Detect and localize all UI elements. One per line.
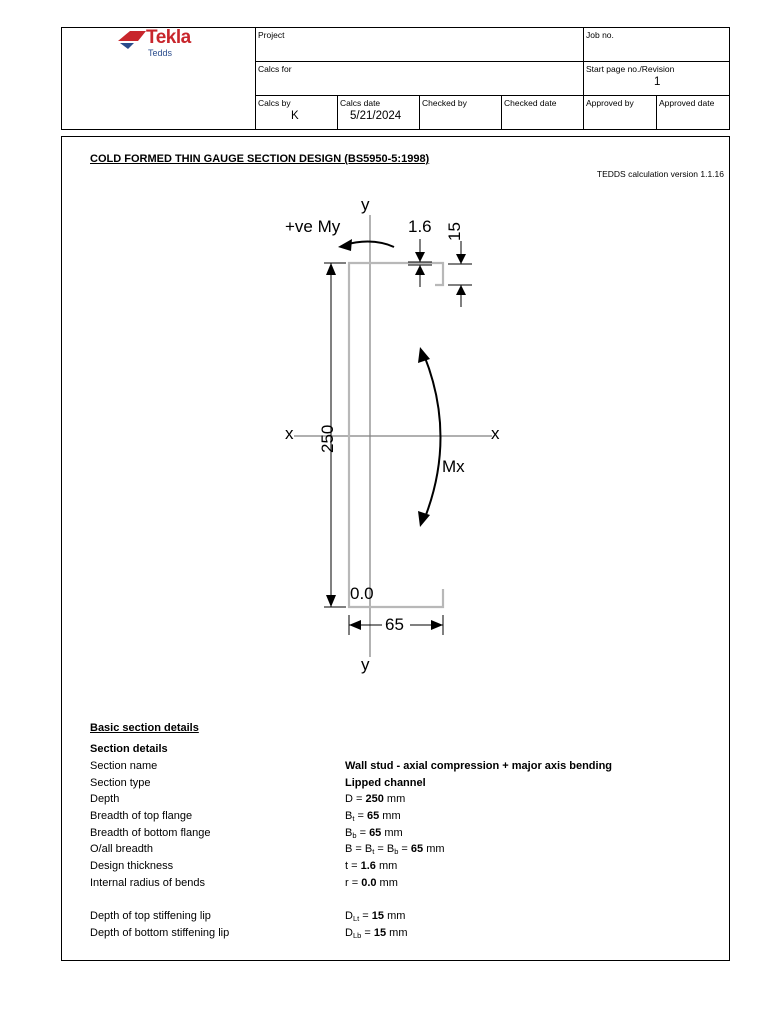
x-axis-right-label: x: [491, 424, 500, 443]
row-value-depth: D = 250 mm: [345, 793, 406, 805]
row-label-bottom-lip: Depth of bottom stiffening lip: [90, 927, 230, 939]
x-axis-left-label: x: [285, 424, 294, 443]
depth-label: 250: [318, 424, 337, 453]
logo-subtitle: Tedds: [148, 48, 173, 58]
calcs-by-value: K: [291, 110, 299, 122]
my-moment-label: +ve My: [285, 217, 341, 236]
checked-date-label: Checked date: [504, 98, 557, 108]
row-value-section-type: Lipped channel: [345, 777, 426, 789]
y-axis-top-label: y: [361, 195, 370, 214]
row-value-top-lip: DLt = 15 mm: [345, 910, 406, 923]
mx-moment-arrow: [424, 355, 441, 520]
job-no-label: Job no.: [586, 30, 614, 40]
project-label: Project: [258, 30, 285, 40]
row-value-top-flange: Bt = 65 mm: [345, 810, 401, 823]
section-details-subheading: Section details: [90, 743, 168, 755]
tekla-logo-icon: [116, 29, 150, 51]
approved-date-label: Approved date: [659, 98, 715, 108]
basic-section-heading: Basic section details: [90, 722, 199, 734]
checked-by-label: Checked by: [422, 98, 467, 108]
row-label-section-type: Section type: [90, 777, 151, 789]
row-label-bottom-flange: Breadth of bottom flange: [90, 827, 211, 839]
width-label: 65: [385, 615, 404, 634]
calcs-by-label: Calcs by: [258, 98, 291, 108]
row-label-radius: Internal radius of bends: [90, 877, 205, 889]
calcs-date-value: 5/21/2024: [350, 110, 402, 122]
y-axis-bottom-label: y: [361, 655, 370, 674]
row-label-depth: Depth: [90, 793, 120, 805]
row-value-bottom-lip: DLb = 15 mm: [345, 927, 408, 940]
lip-label: 15: [445, 222, 464, 241]
calcs-for-label: Calcs for: [258, 64, 292, 74]
row-value-section-name: Wall stud - axial compression + major axis bending: [345, 760, 613, 772]
logo-wordmark: Tekla: [146, 27, 191, 48]
page-title: COLD FORMED THIN GAUGE SECTION DESIGN (BS5950-5:1998): [90, 153, 430, 165]
row-label-overall-breadth: O/all breadth: [90, 843, 153, 855]
start-page-label: Start page no./Revision: [586, 64, 675, 74]
thickness-label: 1.6: [408, 217, 432, 236]
row-label-section-name: Section name: [90, 760, 158, 772]
row-label-top-flange: Breadth of top flange: [90, 810, 193, 822]
row-label-top-lip: Depth of top stiffening lip: [90, 910, 211, 922]
mx-moment-label: Mx: [442, 457, 465, 476]
row-value-overall-breadth: B = Bt = Bb = 65 mm: [345, 843, 445, 856]
row-label-thickness: Design thickness: [90, 860, 174, 872]
start-page-value: 1: [654, 76, 661, 88]
radius-label: 0.0: [350, 584, 374, 603]
row-value-radius: r = 0.0 mm: [345, 877, 398, 889]
row-value-bottom-flange: Bb = 65 mm: [345, 827, 403, 840]
calcs-date-label: Calcs date: [340, 98, 381, 108]
lipped-channel-outline: [349, 263, 443, 607]
calculation-sheet: [61, 136, 730, 961]
approved-by-label: Approved by: [586, 98, 634, 108]
row-value-thickness: t = 1.6 mm: [345, 860, 398, 872]
section-diagram: [62, 137, 729, 697]
title-block: [61, 27, 730, 130]
version-text: TEDDS calculation version 1.1.16: [596, 169, 724, 179]
